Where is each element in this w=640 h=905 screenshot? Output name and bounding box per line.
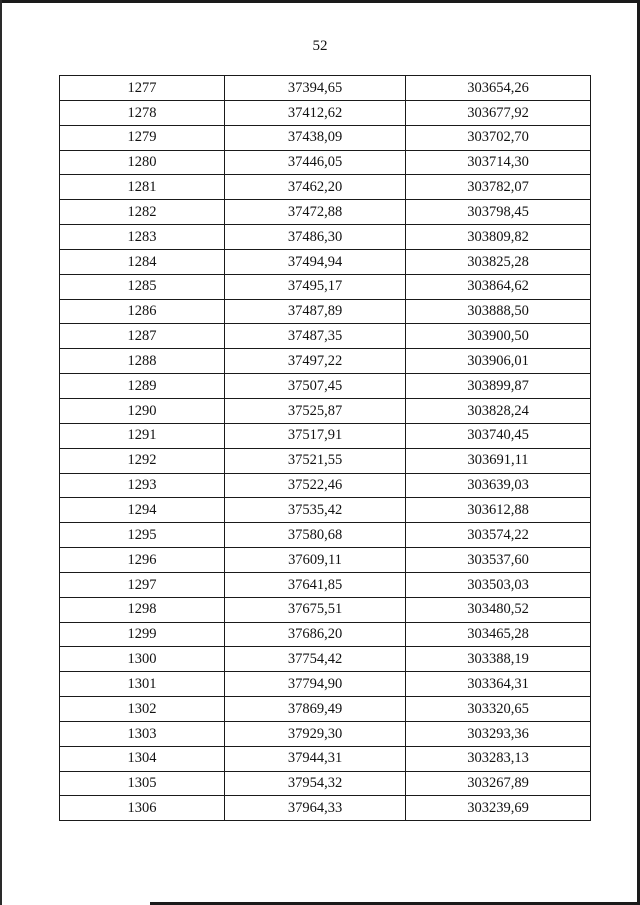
- point-number-cell: 1293: [60, 473, 225, 498]
- y-coordinate-cell: 303612,88: [406, 498, 591, 523]
- y-coordinate-cell: 303714,30: [406, 150, 591, 175]
- x-coordinate-cell: 37486,30: [225, 225, 406, 250]
- y-coordinate-cell: 303702,70: [406, 125, 591, 150]
- y-coordinate-cell: 303283,13: [406, 746, 591, 771]
- y-coordinate-cell: 303906,01: [406, 349, 591, 374]
- point-number-cell: 1282: [60, 200, 225, 225]
- table-row: [60, 324, 591, 349]
- x-coordinate-cell: 37507,45: [225, 374, 406, 399]
- table-row: [60, 771, 591, 796]
- y-coordinate-cell: 303293,36: [406, 721, 591, 746]
- point-number-cell: 1303: [60, 721, 225, 746]
- point-number-cell: 1295: [60, 523, 225, 548]
- scan-border-top: [0, 0, 640, 3]
- table-row: [60, 274, 591, 299]
- table-row: [60, 647, 591, 672]
- table-row: [60, 448, 591, 473]
- x-coordinate-cell: 37472,88: [225, 200, 406, 225]
- point-number-cell: 1298: [60, 597, 225, 622]
- point-number-cell: 1301: [60, 672, 225, 697]
- point-number-cell: 1287: [60, 324, 225, 349]
- y-coordinate-cell: 303828,24: [406, 398, 591, 423]
- y-coordinate-cell: 303537,60: [406, 548, 591, 573]
- y-coordinate-cell: 303864,62: [406, 274, 591, 299]
- x-coordinate-cell: 37641,85: [225, 572, 406, 597]
- point-number-cell: 1302: [60, 697, 225, 722]
- point-number-cell: 1289: [60, 374, 225, 399]
- page-number: 52: [312, 38, 328, 54]
- y-coordinate-cell: 303654,26: [406, 76, 591, 101]
- y-coordinate-cell: 303639,03: [406, 473, 591, 498]
- y-coordinate-cell: 303320,65: [406, 697, 591, 722]
- y-coordinate-cell: 303480,52: [406, 597, 591, 622]
- scan-border-left: [0, 0, 2, 905]
- y-coordinate-cell: 303239,69: [406, 796, 591, 821]
- y-coordinate-cell: 303465,28: [406, 622, 591, 647]
- table-row: [60, 249, 591, 274]
- x-coordinate-cell: 37754,42: [225, 647, 406, 672]
- x-coordinate-cell: 37446,05: [225, 150, 406, 175]
- point-number-cell: 1294: [60, 498, 225, 523]
- table-row: [60, 548, 591, 573]
- x-coordinate-cell: 37964,33: [225, 796, 406, 821]
- coordinates-table-body: [60, 76, 591, 821]
- x-coordinate-cell: 37521,55: [225, 448, 406, 473]
- point-number-cell: 1291: [60, 423, 225, 448]
- table-row: [60, 523, 591, 548]
- x-coordinate-cell: 37522,46: [225, 473, 406, 498]
- table-row: [60, 572, 591, 597]
- table-row: [60, 622, 591, 647]
- point-number-cell: 1296: [60, 548, 225, 573]
- table-row: [60, 175, 591, 200]
- point-number-cell: 1306: [60, 796, 225, 821]
- x-coordinate-cell: 37794,90: [225, 672, 406, 697]
- x-coordinate-cell: 37438,09: [225, 125, 406, 150]
- point-number-cell: 1305: [60, 771, 225, 796]
- table-row: [60, 225, 591, 250]
- table-row: [60, 473, 591, 498]
- x-coordinate-cell: 37494,94: [225, 249, 406, 274]
- point-number-cell: 1300: [60, 647, 225, 672]
- x-coordinate-cell: 37869,49: [225, 697, 406, 722]
- table-row: [60, 721, 591, 746]
- table-row: [60, 697, 591, 722]
- point-number-cell: 1292: [60, 448, 225, 473]
- point-number-cell: 1284: [60, 249, 225, 274]
- y-coordinate-cell: 303899,87: [406, 374, 591, 399]
- table-row: [60, 498, 591, 523]
- table-row: [60, 76, 591, 101]
- y-coordinate-cell: 303388,19: [406, 647, 591, 672]
- table-row: [60, 200, 591, 225]
- y-coordinate-cell: 303677,92: [406, 100, 591, 125]
- table-row: [60, 125, 591, 150]
- table-row: [60, 796, 591, 821]
- point-number-cell: 1279: [60, 125, 225, 150]
- y-coordinate-cell: 303503,03: [406, 572, 591, 597]
- y-coordinate-cell: 303798,45: [406, 200, 591, 225]
- x-coordinate-cell: 37394,65: [225, 76, 406, 101]
- table-row: [60, 597, 591, 622]
- point-number-cell: 1286: [60, 299, 225, 324]
- point-number-cell: 1299: [60, 622, 225, 647]
- x-coordinate-cell: 37580,68: [225, 523, 406, 548]
- y-coordinate-cell: 303888,50: [406, 299, 591, 324]
- y-coordinate-cell: 303900,50: [406, 324, 591, 349]
- point-number-cell: 1277: [60, 76, 225, 101]
- x-coordinate-cell: 37462,20: [225, 175, 406, 200]
- coordinates-table: [59, 75, 591, 821]
- y-coordinate-cell: 303574,22: [406, 523, 591, 548]
- table-row: [60, 423, 591, 448]
- table-row: [60, 746, 591, 771]
- table-row: [60, 349, 591, 374]
- y-coordinate-cell: 303782,07: [406, 175, 591, 200]
- x-coordinate-cell: 37525,87: [225, 398, 406, 423]
- x-coordinate-cell: 37412,62: [225, 100, 406, 125]
- y-coordinate-cell: 303825,28: [406, 249, 591, 274]
- x-coordinate-cell: 37487,35: [225, 324, 406, 349]
- x-coordinate-cell: 37497,22: [225, 349, 406, 374]
- point-number-cell: 1288: [60, 349, 225, 374]
- x-coordinate-cell: 37944,31: [225, 746, 406, 771]
- x-coordinate-cell: 37954,32: [225, 771, 406, 796]
- y-coordinate-cell: 303809,82: [406, 225, 591, 250]
- x-coordinate-cell: 37495,17: [225, 274, 406, 299]
- x-coordinate-cell: 37535,42: [225, 498, 406, 523]
- x-coordinate-cell: 37517,91: [225, 423, 406, 448]
- table-row: [60, 299, 591, 324]
- point-number-cell: 1283: [60, 225, 225, 250]
- y-coordinate-cell: 303364,31: [406, 672, 591, 697]
- y-coordinate-cell: 303267,89: [406, 771, 591, 796]
- table-row: [60, 398, 591, 423]
- table-row: [60, 672, 591, 697]
- point-number-cell: 1280: [60, 150, 225, 175]
- x-coordinate-cell: 37675,51: [225, 597, 406, 622]
- point-number-cell: 1290: [60, 398, 225, 423]
- x-coordinate-cell: 37686,20: [225, 622, 406, 647]
- y-coordinate-cell: 303740,45: [406, 423, 591, 448]
- x-coordinate-cell: 37609,11: [225, 548, 406, 573]
- point-number-cell: 1285: [60, 274, 225, 299]
- table-row: [60, 150, 591, 175]
- point-number-cell: 1297: [60, 572, 225, 597]
- table-row: [60, 374, 591, 399]
- point-number-cell: 1281: [60, 175, 225, 200]
- x-coordinate-cell: 37929,30: [225, 721, 406, 746]
- point-number-cell: 1278: [60, 100, 225, 125]
- x-coordinate-cell: 37487,89: [225, 299, 406, 324]
- table-row: [60, 100, 591, 125]
- y-coordinate-cell: 303691,11: [406, 448, 591, 473]
- point-number-cell: 1304: [60, 746, 225, 771]
